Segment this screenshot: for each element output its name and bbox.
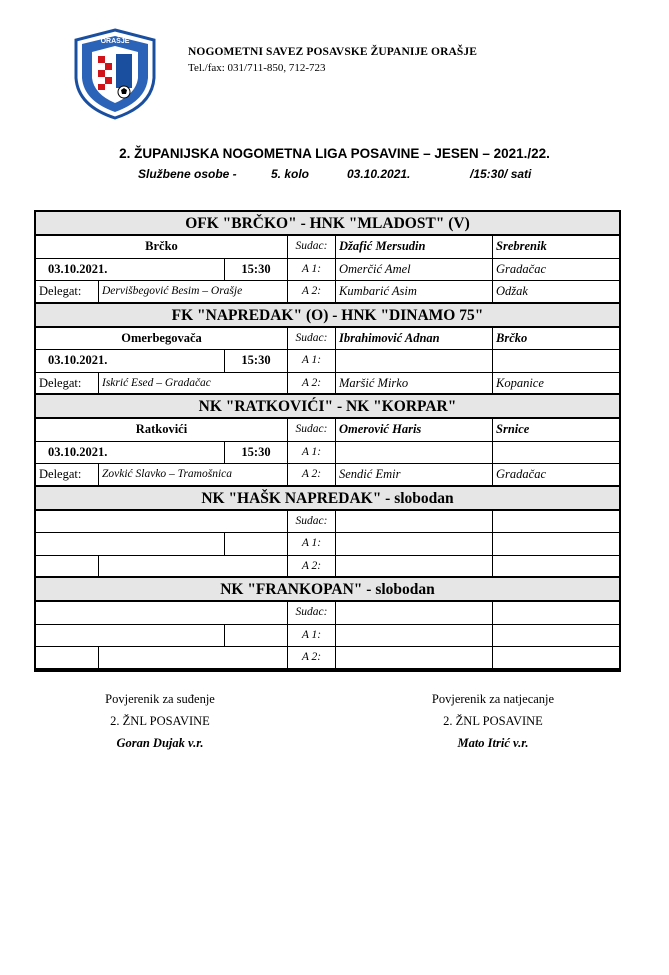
footer-left-league: 2. ŽNL POSAVINE — [110, 714, 210, 728]
table-row — [36, 602, 619, 625]
referee-city — [493, 602, 619, 624]
assistant2-name — [336, 647, 493, 668]
referee-city: Srebrenik — [496, 239, 547, 253]
table-row — [36, 511, 619, 534]
assistant2-name: Kumbarić Asim — [336, 281, 493, 302]
table-row — [36, 281, 619, 304]
footer-right-league: 2. ŽNL POSAVINE — [443, 714, 543, 728]
match-venue — [36, 602, 288, 624]
match-block — [36, 212, 619, 304]
match-title: NK "RATKOVIĆI" - NK "KORPAR" — [36, 395, 619, 419]
match-time: 15:30 — [225, 259, 288, 281]
referee-label: Sudac: — [288, 328, 336, 350]
organization-name: NOGOMETNI SAVEZ POSAVSKE ŽUPANIJE ORAŠJE — [188, 46, 478, 58]
match-venue — [36, 511, 288, 533]
footer-left-signature: Goran Dujak v.r. — [116, 736, 204, 750]
assistant1-city — [493, 442, 619, 464]
svg-text:ORAŠJE: ORAŠJE — [100, 38, 130, 45]
subtitle-round: 5. kolo — [271, 167, 310, 181]
assistant2-label: A 2: — [288, 373, 336, 394]
table-row — [36, 236, 619, 259]
table-row — [36, 373, 619, 396]
referee-name — [336, 602, 493, 624]
table-row — [36, 328, 619, 351]
referee-name: Ibrahimović Adnan — [336, 328, 493, 350]
table-row — [36, 647, 619, 670]
assistant1-label: A 1: — [288, 259, 336, 281]
match-date: 03.10.2021. — [36, 259, 225, 281]
match-title: FK "NAPREDAK" (O) - HNK "DINAMO 75" — [36, 304, 619, 328]
assistant2-name — [336, 556, 493, 577]
match-date: 03.10.2021. — [36, 442, 225, 464]
match-date — [36, 625, 225, 647]
assistant2-label: A 2: — [288, 464, 336, 485]
referee-city: Brčko — [496, 330, 528, 345]
referee-label: Sudac: — [288, 602, 336, 624]
assistant1-label: A 1: — [288, 625, 336, 647]
referee-name: Džafić Mersudin — [336, 236, 493, 258]
table-row — [36, 442, 619, 465]
match-title: NK "FRANKOPAN" - slobodan — [36, 578, 619, 602]
table-row — [36, 259, 619, 282]
referee-name: Omerović Haris — [336, 419, 493, 441]
match-block — [36, 304, 619, 396]
assistant1-name — [336, 350, 493, 372]
footer-right — [393, 688, 593, 754]
match-time: 15:30 — [225, 350, 288, 372]
assistant2-city: Odžak — [496, 284, 528, 298]
referee-label: Sudac: — [288, 511, 336, 533]
table-row — [36, 350, 619, 373]
match-venue: Ratkovići — [36, 419, 288, 441]
delegate-name: Dervišbegović Besim – Orašje — [99, 281, 288, 302]
table-row — [36, 533, 619, 556]
delegate-name: Zovkić Slavko – Tramošnica — [99, 464, 288, 485]
document-title: 2. ŽUPANIJSKA NOGOMETNA LIGA POSAVINE – JESEN – 2021./22. — [119, 146, 550, 161]
match-time — [225, 533, 288, 555]
match-block — [36, 487, 619, 579]
footer-left-role: Povjerenik za suđenje — [105, 692, 215, 706]
table-row — [36, 556, 619, 579]
assistant2-label: A 2: — [288, 281, 336, 302]
footer-left — [60, 688, 260, 754]
contact-info: Tel./fax: 031/711-850, 712-723 — [188, 62, 326, 74]
referee-label: Sudac: — [288, 236, 336, 258]
match-venue: Omerbegovača — [36, 328, 288, 350]
match-block — [36, 578, 619, 670]
delegate-label: Delegat: — [36, 464, 99, 485]
officials-table — [34, 210, 621, 672]
delegate-label — [36, 647, 99, 668]
referee-name — [336, 511, 493, 533]
delegate-label: Delegat: — [36, 373, 99, 394]
delegate-name — [99, 556, 288, 577]
subtitle-time: /15:30/ sati — [470, 167, 532, 181]
subtitle-label: Službene osobe - — [138, 167, 237, 181]
delegate-name: Iskrić Esed – Gradačac — [99, 373, 288, 394]
table-row — [36, 419, 619, 442]
assistant1-label: A 1: — [288, 533, 336, 555]
referee-city: Srnice — [496, 422, 530, 436]
assistant2-name: Sendić Emir — [336, 464, 493, 485]
assistant1-city — [493, 533, 619, 555]
assistant1-city: Gradačac — [496, 261, 546, 276]
assistant1-city — [493, 350, 619, 372]
assistant2-city: Kopanice — [496, 375, 544, 390]
assistant1-city — [493, 625, 619, 647]
assistant1-name — [336, 625, 493, 647]
assistant1-label: A 1: — [288, 350, 336, 372]
match-date — [36, 533, 225, 555]
referee-city — [493, 511, 619, 533]
assistant2-label: A 2: — [288, 556, 336, 577]
assistant2-label: A 2: — [288, 647, 336, 668]
assistant2-city — [493, 556, 619, 577]
delegate-label — [36, 556, 99, 577]
table-row — [36, 625, 619, 648]
match-venue: Brčko — [36, 236, 288, 258]
assistant2-name: Maršić Mirko — [336, 373, 493, 394]
assistant1-name — [336, 442, 493, 464]
assistant1-name: Omerčić Amel — [336, 259, 493, 281]
delegate-name — [99, 647, 288, 668]
match-date: 03.10.2021. — [36, 350, 225, 372]
assistant1-name — [336, 533, 493, 555]
footer-right-role: Povjerenik za natjecanje — [431, 692, 555, 706]
referee-label: Sudac: — [288, 419, 336, 441]
association-logo — [72, 28, 158, 120]
footer-right-signature: Mato Itrić v.r. — [457, 736, 529, 750]
delegate-label: Delegat: — [36, 281, 99, 302]
assistant2-city — [493, 647, 619, 668]
match-time — [225, 625, 288, 647]
subtitle-date: 03.10.2021. — [347, 167, 411, 181]
match-time: 15:30 — [225, 442, 288, 464]
assistant1-label: A 1: — [288, 442, 336, 464]
match-block — [36, 395, 619, 487]
match-title: OFK "BRČKO" - HNK "MLADOST" (V) — [36, 212, 619, 236]
table-row — [36, 464, 619, 487]
match-title: NK "HAŠK NAPREDAK" - slobodan — [36, 487, 619, 511]
assistant2-city: Gradačac — [496, 467, 546, 481]
